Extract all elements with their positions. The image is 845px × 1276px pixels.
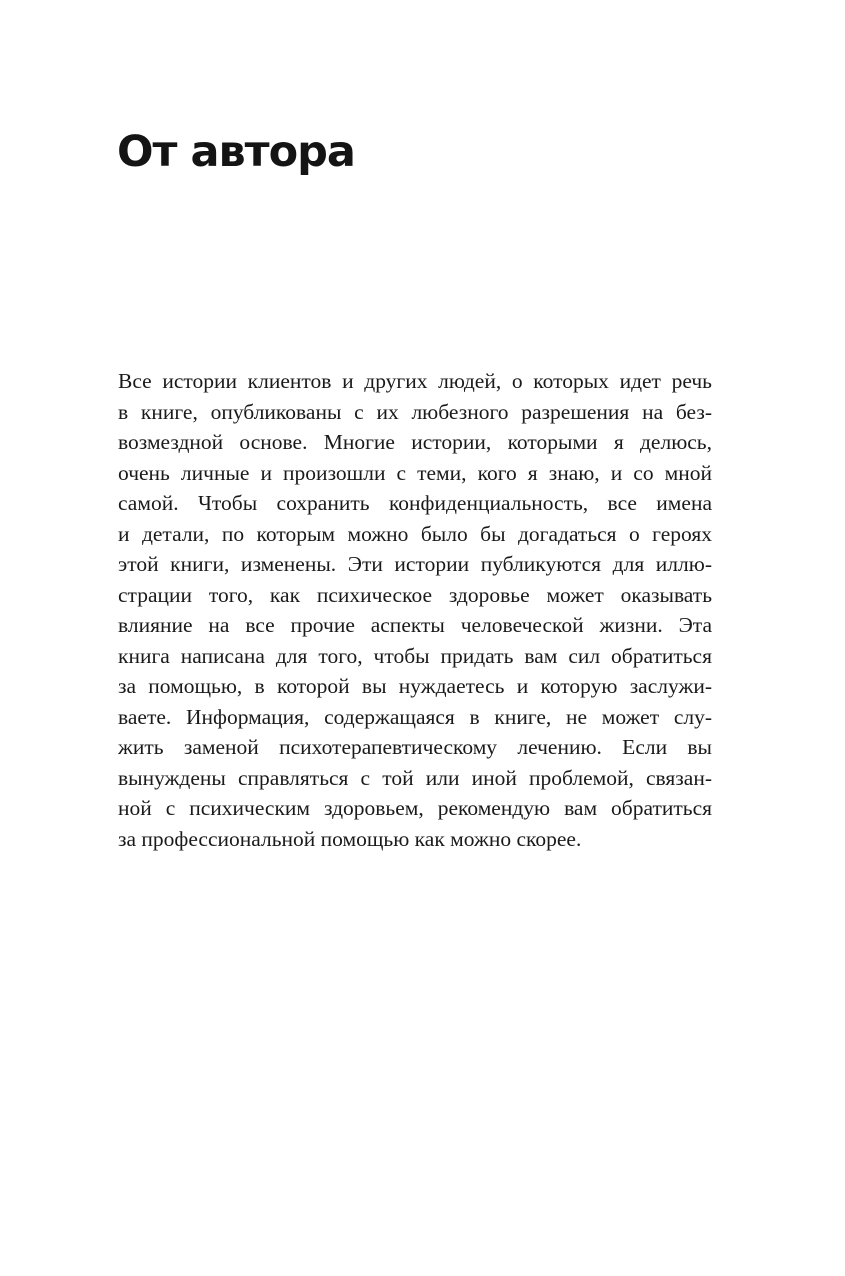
paragraph-line: книга написана для того, чтобы придать вам сил обратиться — [118, 643, 712, 668]
paragraph-line: страции того, как психическое здоровье может оказывать — [118, 582, 712, 607]
paragraph-line: и детали, по которым можно было бы догадаться о героях — [118, 521, 712, 546]
author-note-paragraph — [118, 366, 712, 854]
paragraph-line: жить заменой психотерапевтическому лечению. Если вы — [118, 735, 712, 759]
paragraph-line: самой. Чтобы сохранить конфиденциальность, все имена — [118, 491, 712, 515]
paragraph-line: ваете. Информация, содержащаяся в книге, не может слу- — [118, 704, 712, 729]
paragraph-line: этой книги, изменены. Эти истории публикуются для иллю- — [118, 552, 712, 576]
paragraph-line: за помощью, в которой вы нуждаетесь и которую заслужи- — [118, 674, 712, 698]
paragraph-line: за профессиональной помощью как можно скорее. — [118, 826, 582, 851]
paragraph-line: Все истории клиентов и других людей, о которых идет речь — [118, 369, 712, 393]
paragraph-line: влияние на все прочие аспекты человеческой жизни. Эта — [118, 613, 712, 637]
paragraph-line: в книге, опубликованы с их любезного разрешения на без- — [118, 399, 712, 424]
page-title: От автора — [117, 127, 355, 177]
paragraph-line: вынуждены справляться с той или иной проблемой, связан- — [118, 765, 712, 790]
paragraph-line: очень личные и произошли с теми, кого я знаю, и со мной — [118, 460, 712, 485]
paragraph-line: ной с психическим здоровьем, рекомендую вам обратиться — [118, 796, 712, 820]
paragraph-line: возмездной основе. Многие истории, которыми я делюсь, — [118, 430, 712, 454]
